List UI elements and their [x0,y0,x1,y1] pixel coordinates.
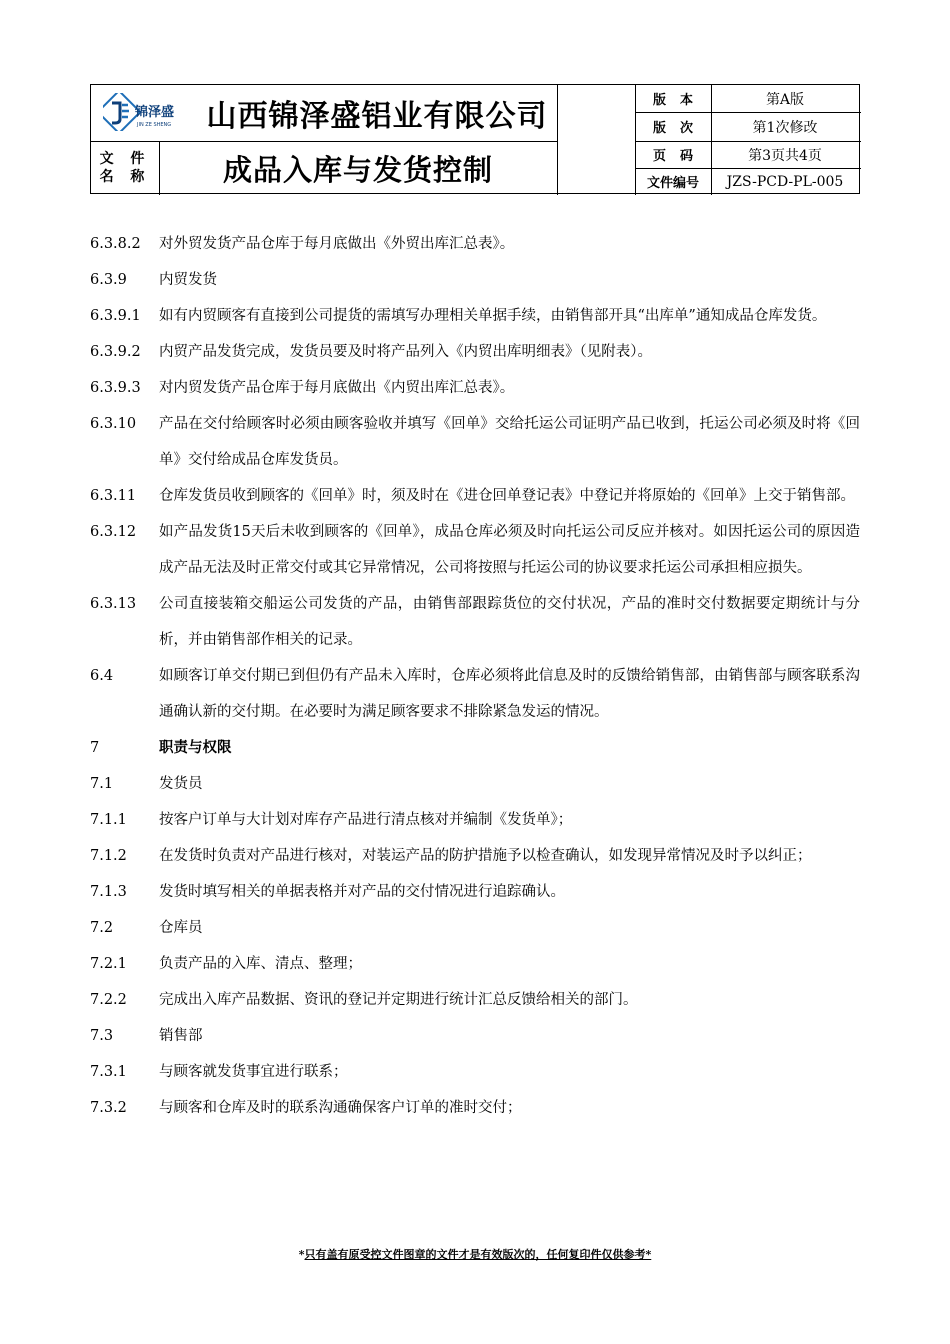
section-paragraph [90,514,860,586]
section-number: 7.2.2 [90,992,127,1008]
section-paragraph [90,874,860,910]
logo-text: 锦泽盛 [135,105,175,120]
doc-number-value: JZS-PCD-PL-005 [726,173,844,190]
section-text: 如产品发货15天后未收到顾客的《回单》，成品仓库必须及时向托运公司反应并核对。如因托运公司的原因造成产品无法及时正常交付或其它异常情况，公司将按照与托运公司的协议要求托运公司承担相应损失。 [159,524,860,576]
section-paragraph [90,370,860,406]
section-number: 6.3.9.2 [90,344,141,360]
section-paragraph [90,982,860,1018]
section-paragraph [90,334,860,370]
section-number: 7.3.2 [90,1100,127,1116]
section-text: 对外贸发货产品仓库于每月底做出《外贸出库汇总表》。 [159,236,515,252]
section-number: 7.1.3 [90,884,127,900]
document-header-table [90,84,860,194]
footer-notice [0,1246,950,1262]
file-name-label-line2: 名 称 [99,169,151,185]
section-paragraph [90,226,860,262]
section-paragraph [90,730,860,766]
section-number: 7.2 [90,920,114,936]
section-paragraph [90,478,860,514]
section-text: 在发货时负责对产品进行核对，对装运产品的防护措施予以检查确认，如发现异常情况及时予以纠正； [159,848,812,864]
section-number: 6.3.9 [90,272,127,288]
section-paragraph [90,838,860,874]
section-paragraph [90,802,860,838]
section-number: 7.1.2 [90,848,127,864]
file-name-label-line1: 文 件 [99,151,151,167]
section-text: 按客户订单与大计划对库存产品进行清点核对并编制《发货单》； [159,812,573,828]
file-name-label [91,141,159,195]
header-divider [557,85,558,195]
company-name: 山西锦泽盛铝业有限公司 [206,99,548,134]
section-number: 7 [90,740,100,756]
section-paragraph [90,946,860,982]
section-paragraph [90,406,860,478]
section-text: 产品在交付给顾客时必须由顾客验收并填写《回单》交给托运公司证明产品已收到，托运公司必须及时将《回单》交付给成品仓库发货员。 [159,416,860,468]
section-number: 7.3.1 [90,1064,127,1080]
section-paragraph [90,1054,860,1090]
section-paragraph [90,658,860,730]
section-paragraph [90,910,860,946]
section-text: 负责产品的入库、清点、整理； [159,956,362,972]
section-paragraph [90,586,860,658]
document-body [90,226,860,1126]
section-paragraph [90,298,860,334]
section-number: 6.4 [90,668,114,684]
section-text: 仓库员 [159,920,203,936]
section-paragraph [90,766,860,802]
section-text: 仓库发货员收到顾客的《回单》时，须及时在《进仓回单登记表》中登记并将原始的《回单》上交于销售部。 [159,488,855,504]
section-text: 公司直接装箱交船运公司发货的产品，由销售部跟踪货位的交付状况，产品的准时交付数据要定期统计与分析，并由销售部作相关的记录。 [159,596,860,648]
page-label: 页码 [652,149,707,164]
doc-number-label: 文件编号 [646,176,699,191]
section-number: 6.3.8.2 [90,236,141,252]
section-text: 与顾客和仓库及时的联系沟通确保客户订单的准时交付； [159,1100,522,1116]
section-text: 如顾客订单交付期已到但仍有产品未入库时，仓库必须将此信息及时的反馈给销售部，由销售部与顾客联系沟通确认新的交付期。在必要时为满足顾客要求不排除紧急发运的情况。 [159,668,860,720]
section-number: 6.3.11 [90,488,137,504]
section-text: 对内贸发货产品仓库于每月底做出《内贸出库汇总表》。 [159,380,515,396]
page-value: 第3页共4页 [748,147,822,164]
section-number: 6.3.12 [90,524,137,540]
revision-label: 版次 [652,121,707,136]
logo-subtext: JIN ZE SHENG [137,122,172,128]
section-number: 7.1 [90,776,114,792]
section-number: 6.3.10 [90,416,137,432]
section-number: 7.1.1 [90,812,127,828]
section-text: 内贸发货 [159,272,217,288]
section-text: 完成出入库产品数据、资讯的登记并定期进行统计汇总反馈给相关的部门。 [159,992,638,1008]
section-text: 内贸产品发货完成，发货员要及时将产品列入《内贸出库明细表》（见附表）。 [159,344,652,360]
edition-label: 版本 [652,93,707,108]
section-number: 7.3 [90,1028,114,1044]
section-number: 7.2.1 [90,956,127,972]
section-paragraph [90,1090,860,1126]
section-text: 销售部 [159,1028,203,1044]
section-text: 与顾客就发货事宜进行联系； [159,1064,348,1080]
section-text: 发货员 [159,776,203,792]
footer-star: * [298,1248,305,1261]
section-number: 6.3.13 [90,596,137,612]
section-text: 职责与权限 [159,740,232,756]
section-text: 如有内贸顾客有直接到公司提货的需填写办理相关单据手续，由销售部开具“出库单”通知成品仓库发货。 [159,308,827,324]
section-paragraph [90,1018,860,1054]
revision-value: 第1次修改 [752,119,818,136]
document-title: 成品入库与发货控制 [222,152,493,187]
company-logo-icon [103,93,187,131]
company-cell [91,85,557,141]
section-text: 发货时填写相关的单据表格并对产品的交付情况进行追踪确认。 [159,884,565,900]
edition-value: 第A版 [765,91,805,108]
footer-text: 只有盖有原受控文件图章的文件才是有效版次的，任何复印件仅供参考* [304,1248,652,1261]
section-number: 6.3.9.1 [90,308,141,324]
section-number: 6.3.9.3 [90,380,141,396]
section-paragraph [90,262,860,298]
